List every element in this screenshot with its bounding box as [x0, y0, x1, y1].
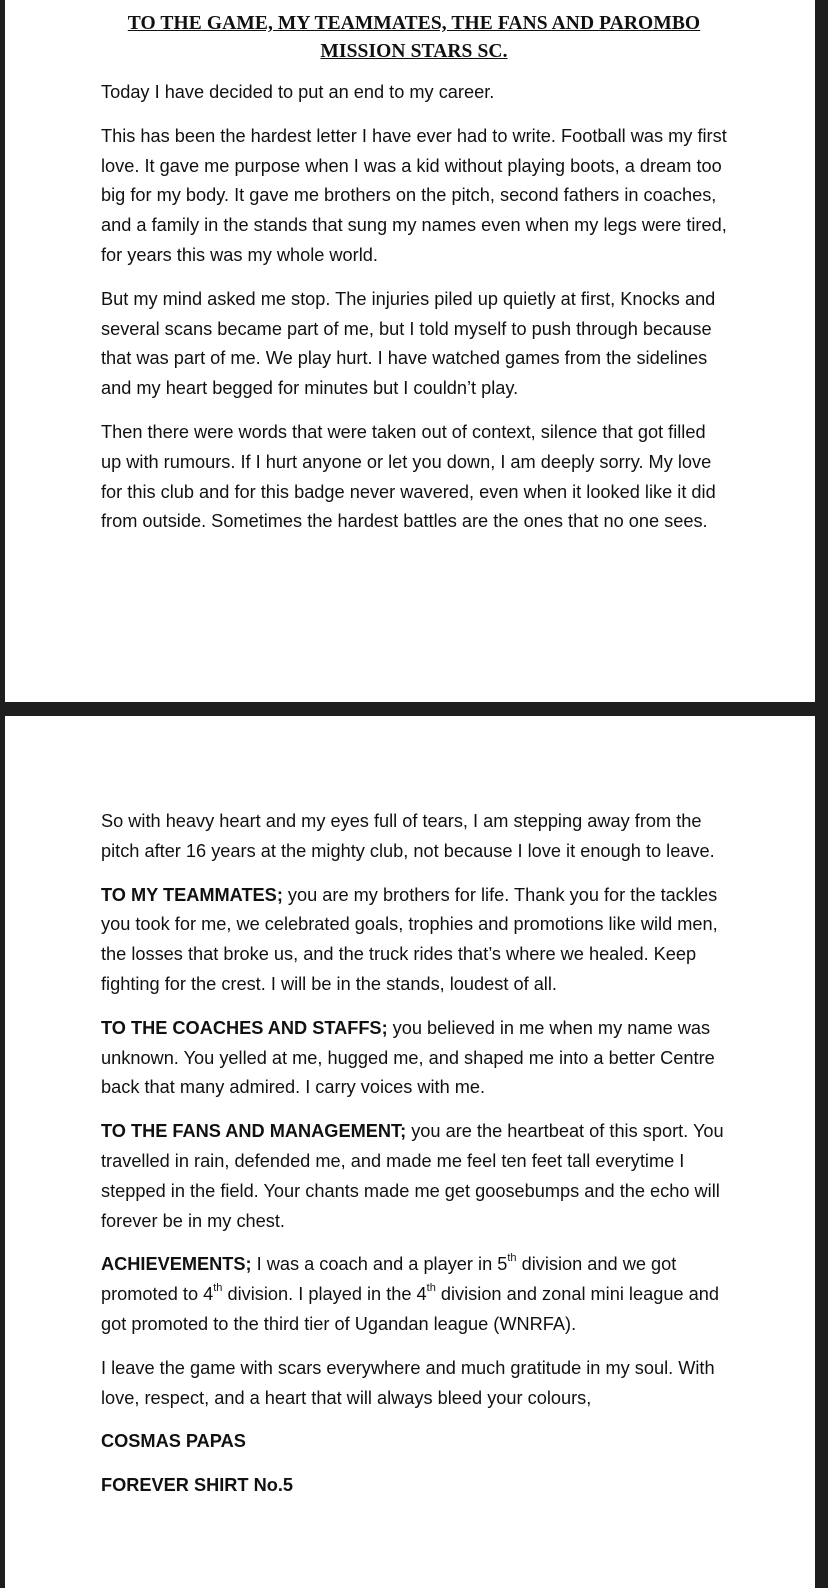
achievements-text-3: division. I played in the 4: [222, 1284, 427, 1305]
document-page-1: [5, 0, 815, 702]
coaches-heading: TO THE COACHES AND STAFFS;: [101, 1017, 388, 1038]
fans-text: you are the heartbeat of this sport. You travelled in rain, defended me, and made me feel ten feet tall everytime I stepped in the field. Your chants made me get goosebumps and the echo will forever be in my chest.: [101, 1121, 724, 1231]
teammates-text: you are my brothers for life. Thank you for the tackles you took for me, we celebrated goals, trophies and promotions like wild men, the losses that broke us, and the truck rides that’s where we healed. Keep fighting for the crest. I will be in the stands, loudest of all.: [101, 884, 718, 994]
paragraph-fans: [101, 1117, 727, 1236]
teammates-heading: TO MY TEAMMATES;: [101, 884, 283, 905]
document-page-2: [5, 716, 815, 1588]
paragraph-achievements: [101, 1250, 727, 1339]
coaches-text: you believed in me when my name was unknown. You yelled at me, hugged me, and shaped me into a better Centre back that many admired. I carry voices with me.: [101, 1017, 715, 1098]
signature-name: COSMAS PAPAS: [101, 1431, 246, 1452]
achievements-text-2: division and we got promoted to 4: [101, 1254, 677, 1305]
letter-title-line-1: TO THE GAME, MY TEAMMATES, THE FANS AND PAROMBO: [127, 13, 701, 34]
fans-heading: TO THE FANS AND MANAGEMENT;: [101, 1121, 407, 1142]
letter-title: [101, 10, 727, 66]
paragraph-first-love: This has been the hardest letter I have ever had to write. Football was my first love. It gave me purpose when I was a kid without playing boots, a dream too big for my body. It gave me brothers on the pitch, second fathers in coaches, and a family in the stands that sung my names even when my legs were tired, for years this was my whole world.: [101, 125, 727, 265]
paragraph-closing: I leave the game with scars everywhere and much gratitude in my soul. With love, respect, and a heart that will always bleed your colours,: [101, 1357, 715, 1408]
paragraph-injuries: But my mind asked me stop. The injuries piled up quietly at first, Knocks and several scans became part of me, but I told myself to push through because that was part of me. We play hurt. I have watched games from the sidelines and my heart begged for minutes but I couldn’t play.: [101, 288, 716, 399]
achievements-heading: ACHIEVEMENTS;: [101, 1254, 252, 1275]
paragraph-rumours: Then there were words that were taken out of context, silence that got filled up with rumours. If I hurt anyone or let you down, I am deeply sorry. My love for this club and for this badge never wavered, even when it looked like it did from outside. Sometimes the hardest battles are the ones that no one sees.: [101, 421, 716, 532]
achievements-text-4: division and zonal mini league and got promoted to the third tier of Ugandan league (WNRFA).: [101, 1284, 719, 1334]
paragraph-career-end: Today I have decided to put an end to my career.: [101, 82, 495, 102]
achievements-text-1: I was a coach and a player in 5: [251, 1254, 508, 1275]
signature-shirt: FOREVER SHIRT No.5: [101, 1475, 293, 1496]
achievements-sup-1: th: [507, 1252, 517, 1265]
paragraph-coaches: [101, 1014, 727, 1103]
paragraph-stepping-away: So with heavy heart and my eyes full of tears, I am stepping away from the pitch after 16 years at the mighty club, not because I love it enough to leave.: [101, 811, 715, 861]
paragraph-teammates: [101, 881, 727, 1000]
page-1-content: [101, 10, 727, 551]
achievements-sup-3: th: [426, 1282, 436, 1295]
achievements-sup-2: th: [213, 1282, 223, 1295]
page-2-content: [101, 807, 727, 1515]
letter-title-line-2: MISSION STARS SC.: [320, 41, 508, 62]
